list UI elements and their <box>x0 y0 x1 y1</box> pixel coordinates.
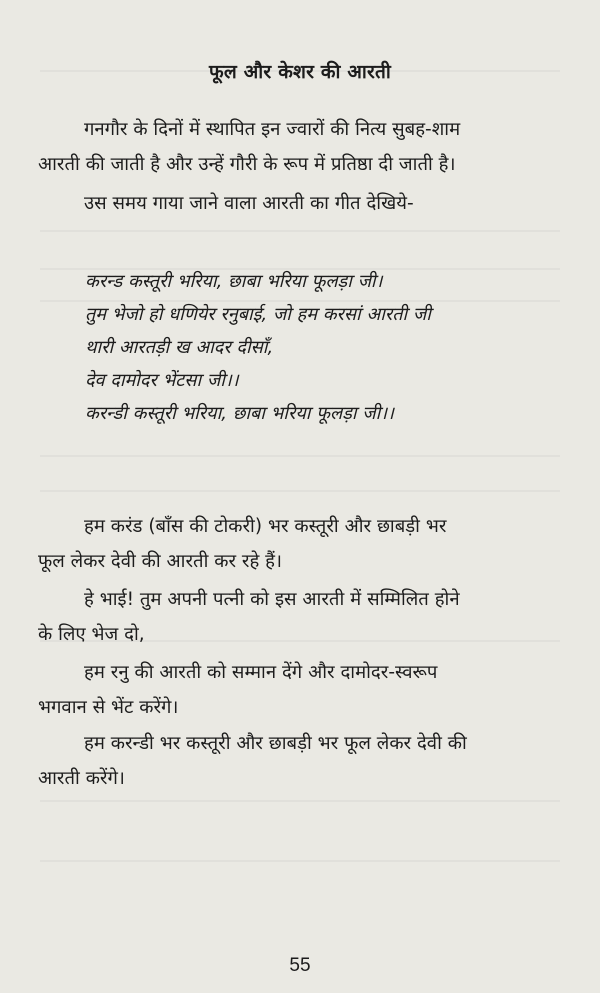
intro-paragraph <box>38 112 568 182</box>
verse-line: देव दामोदर भेंटसा जी।। <box>85 370 239 391</box>
verse-line: करन्ड कस्तूरी भरिया, छाबा भरिया फूलड़ा जी। <box>85 271 383 292</box>
bleed-line <box>40 230 560 232</box>
explanation-line: हे भाई! तुम अपनी पत्नी को इस आरती में सम्मिलित होने <box>84 589 460 610</box>
explanation-line: फूल लेकर देवी की आरती कर रहे हैं। <box>38 551 282 572</box>
bleed-line <box>40 800 560 802</box>
intro-line: गनगौर के दिनों में स्थापित इन ज्वारों की नित्य सुबह-शाम <box>84 119 461 140</box>
explanation-paragraph <box>38 655 568 725</box>
explanation-paragraph <box>38 582 568 652</box>
aarti-verse <box>85 265 555 430</box>
verse-line: करन्डी कस्तूरी भरिया, छाबा भरिया फूलड़ा जी।। <box>85 403 394 424</box>
verse-line: थारी आरतड़ी ख आदर दीसाँ, <box>85 337 274 358</box>
explanation-line: आरती करेंगे। <box>38 768 125 789</box>
bleed-line <box>40 455 560 457</box>
explanation-paragraph <box>38 726 568 796</box>
explanation-line: भगवान से भेंट करेंगे। <box>38 697 179 718</box>
intro-line: आरती की जाती है और उन्हें गौरी के रूप में प्रतिष्ठा दी जाती है। <box>38 154 456 175</box>
explanation-line: हम करंड (बाँस की टोकरी) भर कस्तूरी और छाबड़ी भर <box>84 516 447 537</box>
page-title: फूल और केशर की आरती <box>209 61 391 83</box>
verse-line: तुम भेजो हो धणियेर रनुबाई, जो हम करसां आरती जी <box>85 304 431 325</box>
explanation-line: के लिए भेज दो, <box>38 624 145 645</box>
bleed-line <box>40 860 560 862</box>
bleed-line <box>40 490 560 492</box>
page-number: 55 <box>289 955 311 976</box>
song-intro: उस समय गाया जाने वाला आरती का गीत देखिये- <box>84 193 414 214</box>
explanation-line: हम रनु की आरती को सम्मान देंगे और दामोदर-स्वरूप <box>84 662 438 683</box>
explanation-paragraph <box>38 509 568 579</box>
explanation-line: हम करन्डी भर कस्तूरी और छाबड़ी भर फूल लेकर देवी की <box>84 733 467 754</box>
